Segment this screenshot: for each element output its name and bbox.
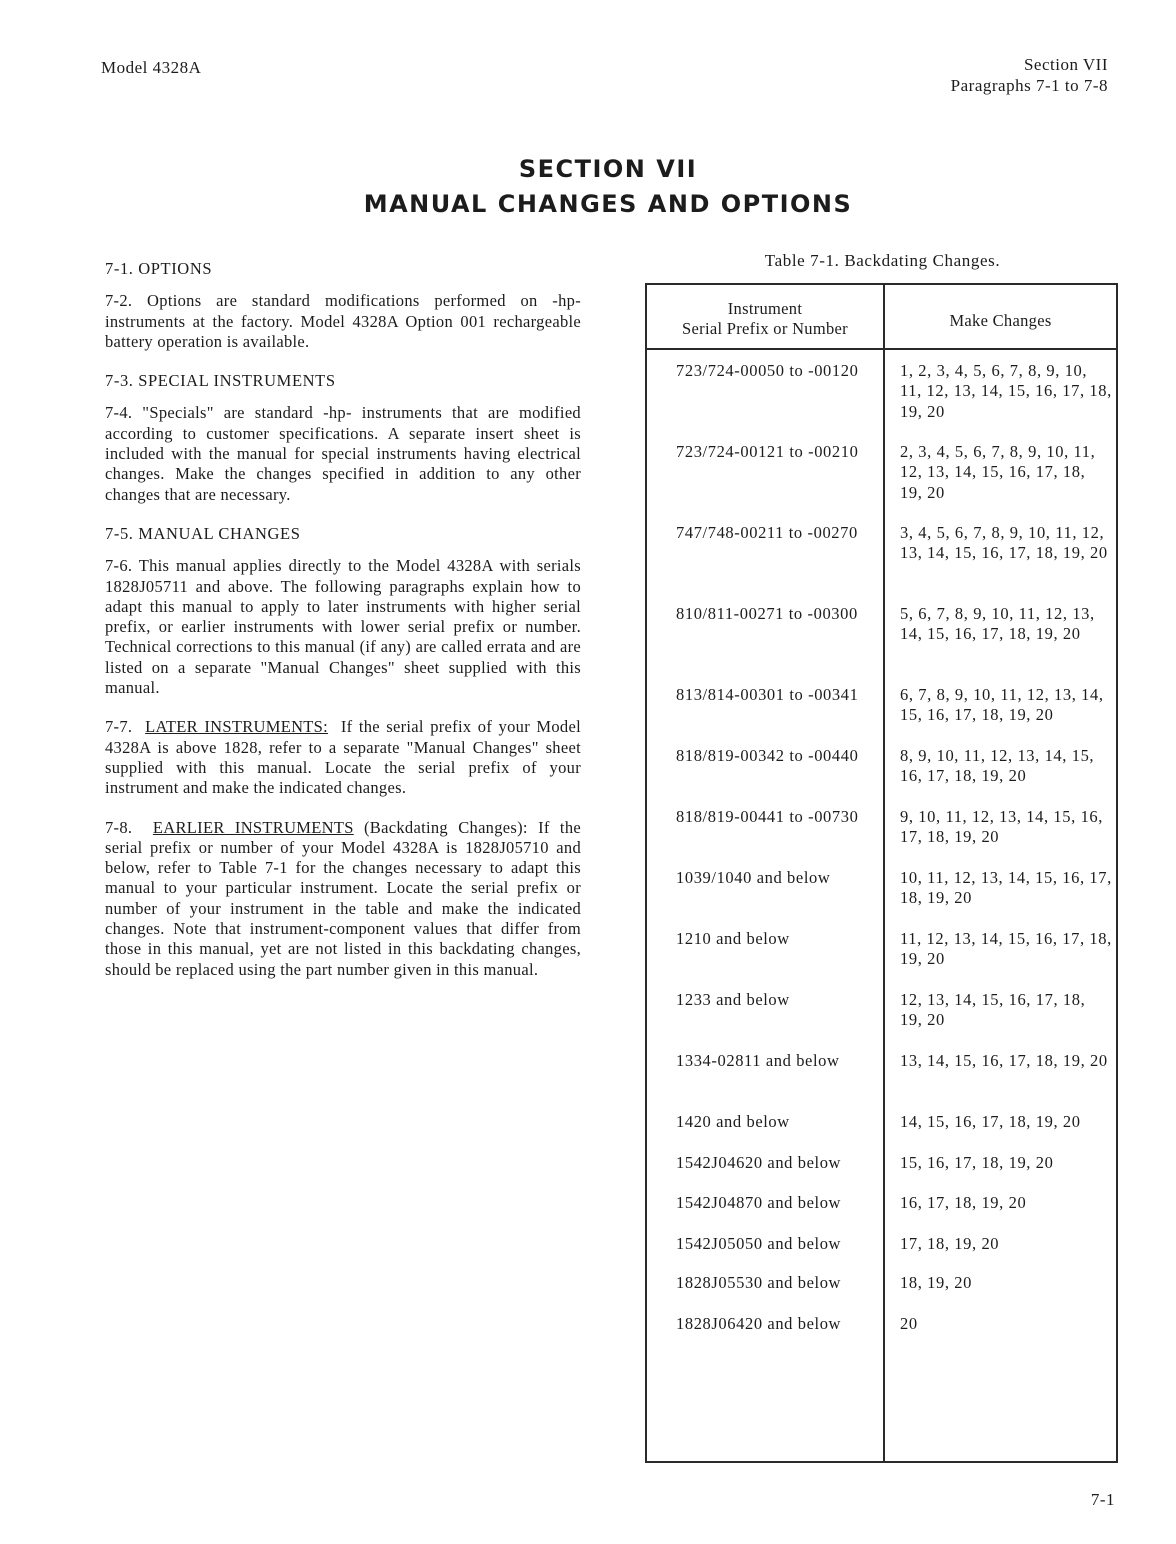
changes-cell: 11, 12, 13, 14, 15, 16, 17, 18, 19, 20 <box>900 929 1112 969</box>
changes-cell: 12, 13, 14, 15, 16, 17, 18, 19, 20 <box>900 990 1086 1030</box>
header-section-info <box>951 54 1108 96</box>
changes-cell: 10, 11, 12, 13, 14, 15, 16, 17, 18, 19, 20 <box>900 868 1112 908</box>
header-paragraphs: Paragraphs 7-1 to 7-8 <box>950 76 1108 95</box>
serial-cell: 1828J06420 and below <box>676 1314 842 1333</box>
changes-cell: 17, 18, 19, 20 <box>900 1234 1000 1253</box>
serial-cell: 1210 and below <box>676 929 790 948</box>
changes-cell: 5, 6, 7, 8, 9, 10, 11, 12, 13, 14, 15, 16, 17, 18, 19, 20 <box>900 604 1095 644</box>
changes-cell: 20 <box>900 1314 918 1333</box>
column-header-serial <box>647 299 883 339</box>
serial-cell: 810/811-00271 to -00300 <box>676 604 858 623</box>
table-column-divider <box>883 285 885 1461</box>
serial-cell: 1233 and below <box>676 990 790 1009</box>
serial-cell: 1420 and below <box>676 1112 790 1131</box>
backdating-table <box>645 283 1118 1463</box>
title-line-1: SECTION VII <box>518 155 698 183</box>
paragraph-7-7-number: 7-7. <box>105 717 133 737</box>
changes-cell: 13, 14, 15, 16, 17, 18, 19, 20 <box>900 1051 1108 1070</box>
paragraph-7-7 <box>105 717 581 798</box>
serial-cell: 1542J04870 and below <box>676 1193 842 1212</box>
changes-cell: 8, 9, 10, 11, 12, 13, 14, 15, 16, 17, 18, 19, 20 <box>900 746 1095 786</box>
serial-cell: 1828J05530 and below <box>676 1273 842 1292</box>
column-header-serial-line-2: Serial Prefix or Number <box>682 319 848 338</box>
header-model: Model 4328A <box>101 58 202 77</box>
heading-manual-changes: 7-5. MANUAL CHANGES <box>105 523 301 543</box>
paragraph-7-6: 7-6. This manual applies directly to the Model 4328A with serials 1828J05711 and above. The following paragraphs explain how to adapt this manual to apply to later instruments with higher serial prefix, or earlier instruments with lower serial prefix or number. Technical corrections to this manual (if any) are called errata and are listed on a separate "Manual Changes" sheet supplied with this manual. <box>105 556 581 698</box>
changes-cell: 2, 3, 4, 5, 6, 7, 8, 9, 10, 11, 12, 13, 14, 15, 16, 17, 18, 19, 20 <box>900 442 1096 502</box>
serial-cell: 723/724-00121 to -00210 <box>676 442 859 461</box>
heading-options: 7-1. OPTIONS <box>105 259 213 278</box>
serial-cell: 1039/1040 and below <box>676 868 831 887</box>
body-text-column <box>105 259 581 999</box>
changes-cell: 1, 2, 3, 4, 5, 6, 7, 8, 9, 10, 11, 12, 13, 14, 15, 16, 17, 18, 19, 20 <box>900 361 1112 421</box>
serial-cell: 1334-02811 and below <box>676 1051 840 1070</box>
title-line-2: MANUAL CHANGES AND OPTIONS <box>363 190 853 218</box>
table-header-divider <box>647 348 1116 350</box>
paragraph-7-7-text: If the serial prefix of your Model 4328A is above 1828, refer to a separate "Manual Changes" sheet supplied with this manual. Locate the serial prefix of your instrument and make the indicated changes. <box>105 717 581 798</box>
serial-cell: 1542J04620 and below <box>676 1153 842 1172</box>
page-title <box>0 152 1176 222</box>
changes-cell: 3, 4, 5, 6, 7, 8, 9, 10, 11, 12, 13, 14, 15, 16, 17, 18, 19, 20 <box>900 523 1108 563</box>
serial-cell: 818/819-00342 to -00440 <box>676 746 859 765</box>
changes-cell: 6, 7, 8, 9, 10, 11, 12, 13, 14, 15, 16, 17, 18, 19, 20 <box>900 685 1104 725</box>
serial-cell: 1542J05050 and below <box>676 1234 842 1253</box>
paragraph-7-2: 7-2. Options are standard modifications performed on -hp- instruments at the factory. Model 4328A Option 001 rechargeable battery operation is available. <box>105 291 581 351</box>
serial-cell: 813/814-00301 to -00341 <box>676 685 859 704</box>
serial-cell: 723/724-00050 to -00120 <box>676 361 859 380</box>
table-caption: Table 7-1. Backdating Changes. <box>764 251 1001 270</box>
earlier-instruments-heading: EARLIER INSTRUMENTS <box>152 817 354 837</box>
column-header-serial-line-1: Instrument <box>727 299 803 318</box>
page-number: 7-1 <box>1090 1490 1115 1509</box>
column-header-changes: Make Changes <box>949 311 1052 330</box>
paragraph-7-8-number: 7-8. <box>105 817 133 837</box>
header-section: Section VII <box>1023 55 1108 74</box>
changes-cell: 14, 15, 16, 17, 18, 19, 20 <box>900 1112 1081 1131</box>
changes-cell: 9, 10, 11, 12, 13, 14, 15, 16, 17, 18, 19, 20 <box>900 807 1104 847</box>
changes-cell: 16, 17, 18, 19, 20 <box>900 1193 1027 1212</box>
later-instruments-heading: LATER INSTRUMENTS: <box>145 717 329 737</box>
changes-cell: 15, 16, 17, 18, 19, 20 <box>900 1153 1054 1172</box>
paragraph-7-8 <box>105 818 581 980</box>
serial-cell: 747/748-00211 to -00270 <box>676 523 858 542</box>
paragraph-7-8-text: (Backdating Changes): If the serial prefix or number of your Model 4328A is 1828J05710 and below, refer to Table 7-1 for the changes necessary to adapt this manual to your particular instrument. Locate the serial prefix or number of your instrument in the table and make the indicated changes. Note that instrument-component values that differ from those in this manual, yet are not listed in this backdating changes, should be replaced using the part number given in this manual. <box>105 817 581 979</box>
changes-cell: 18, 19, 20 <box>900 1273 972 1292</box>
heading-special-instruments: 7-3. SPECIAL INSTRUMENTS <box>105 371 336 391</box>
paragraph-7-4: 7-4. "Specials" are standard -hp- instruments that are modified according to customer specifications. A separate insert sheet is included with the manual for special instruments having electrical changes. Make the changes specified in addition to any other changes that are necessary. <box>105 403 581 504</box>
serial-cell: 818/819-00441 to -00730 <box>676 807 859 826</box>
